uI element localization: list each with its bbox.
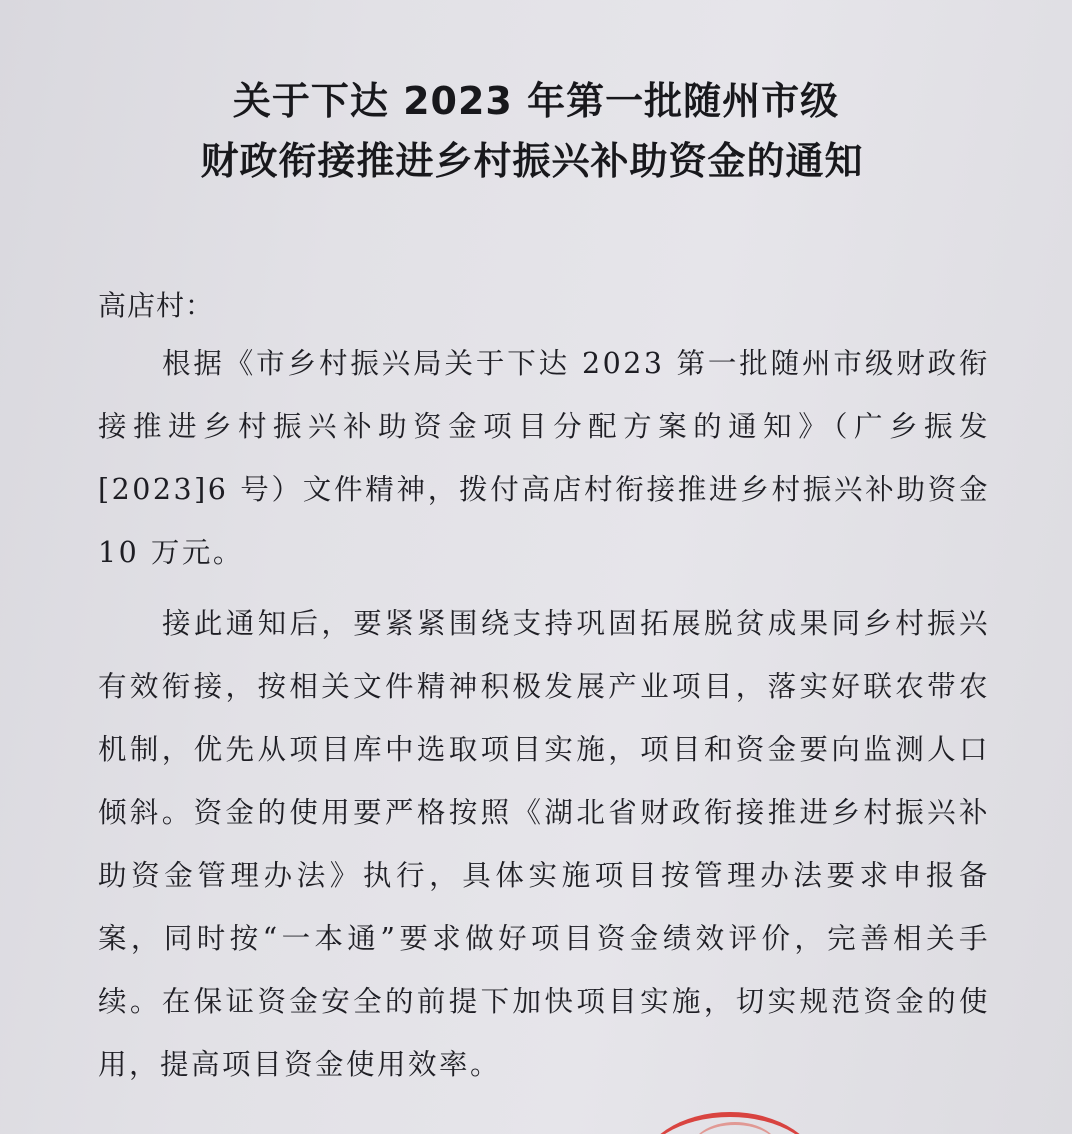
body-paragraph-2: 接此通知后，要紧紧围绕支持巩固拓展脱贫成果同乡村振兴有效衔接，按相关文件精神积极发展产业项目，落实好联农带农机制，优先从项目库中选取项目实施，项目和资金要向监测人口倾斜。资金的使用要严格按照《湖北省财政衔接推进乡村振兴补助资金管理办法》执行，具体实施项目按管理办法要求申报备案，同时按“一本通”要求做好项目资金绩效评价，完善相关手续。在保证资金安全的前提下加快项目实施，切实规范资金的使用，提高项目资金使用效率。	[98, 607, 990, 1081]
salutation: 高店村：	[98, 289, 215, 322]
document-title-line2: 财政衔接推进乡村振兴补助资金的通知	[200, 139, 864, 183]
document-title-line1: 关于下达 2023 年第一批随州市级	[232, 79, 840, 123]
body-paragraph-1: 根据《市乡村振兴局关于下达 2023 第一批随州市级财政衔接推进乡村振兴补助资金项目分配方案的通知》（广乡振发[2023]6 号）文件精神，拨付高店村衔接推进乡村振兴补助资金 10 万元。	[98, 347, 990, 569]
